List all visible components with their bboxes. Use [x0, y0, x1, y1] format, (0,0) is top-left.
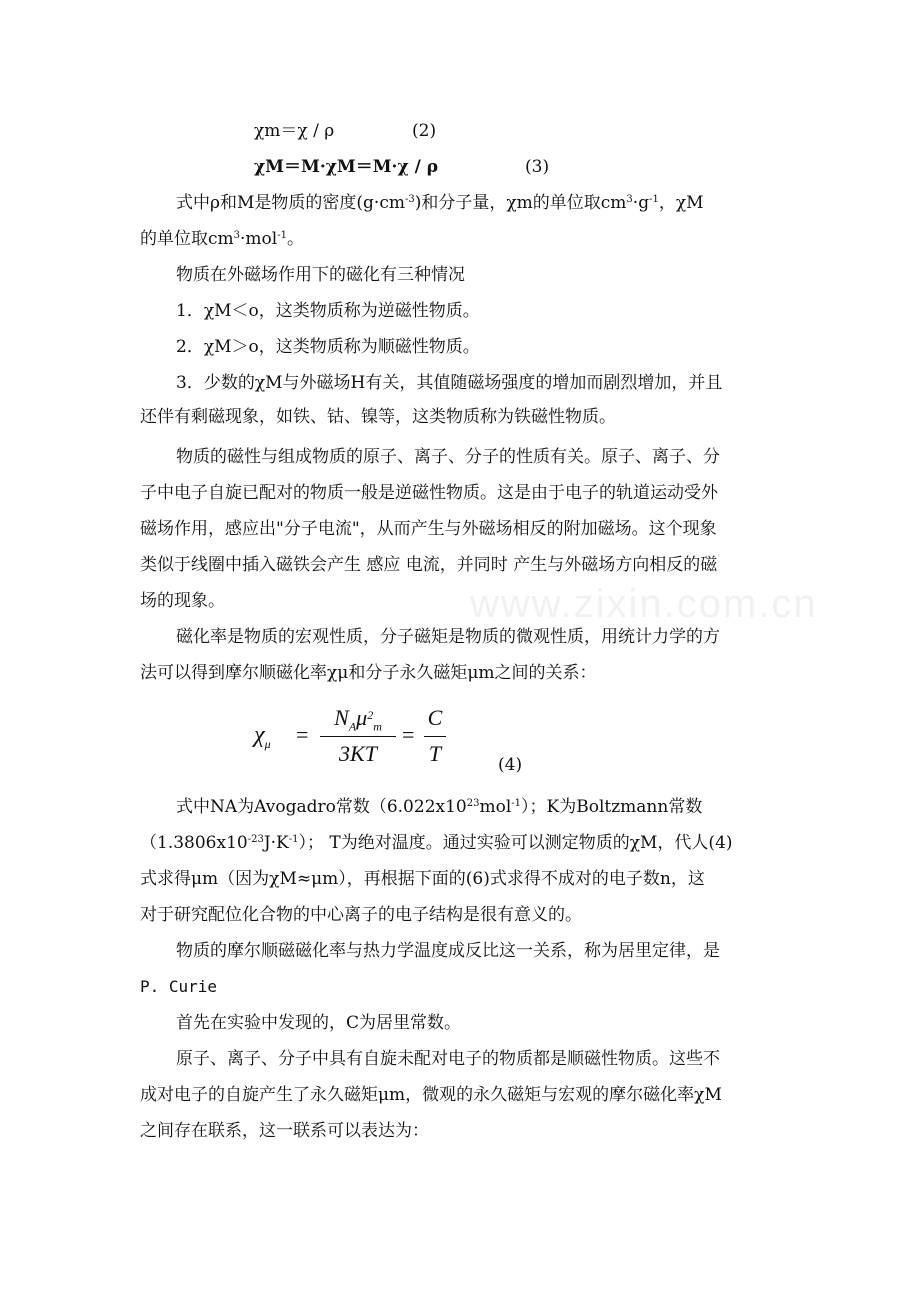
- paragraph-paramagnetic-line-3: 之间存在联系，这一联系可以表达为：: [140, 1121, 429, 1141]
- formula-fraction-bar-2: [424, 736, 446, 737]
- formula-chi: $\chi_\mu$: [254, 722, 271, 751]
- paragraph-three-cases: 物质在外磁场作用下的磁化有三种情况: [176, 265, 465, 285]
- paragraph-curie-line-3: 首先在实验中发现的，C为居里常数。: [176, 1013, 462, 1033]
- paragraph-magnetism-line-1: 物质的磁性与组成物质的原子、离子、分子的性质有关。原子、离子、分: [176, 447, 720, 467]
- case-2: 2．χM＞o，这类物质称为顺磁性物质。: [176, 337, 480, 357]
- paragraph-magnetism-line-4: 类似于线圈中插入磁铁会产生 感应 电流，并同时 产生与外磁场方向相反的磁: [140, 555, 718, 575]
- formula-fraction-2: [422, 702, 448, 769]
- paragraph-constants-line-2: $(1.3806x10^{-23}J\cdot K^{-1})$； T为绝对温度。通过实验可以测定物质的χM，代人(4): [140, 833, 733, 853]
- equation-2-number: (2): [412, 121, 437, 141]
- paragraph-constants-line-3: 式求得μm（因为χM≈μm），再根据下面的(6)式求得不成对的电子数n，这: [140, 869, 705, 889]
- case-3-line-1: 3．少数的χM与外磁场H有关，其值随磁场强度的增加而剧烈增加，并且: [176, 373, 723, 393]
- equation-3-number: (3): [525, 157, 550, 177]
- formula-equals-2: =: [402, 722, 415, 747]
- paragraph-curie-line-2: P. Curie: [140, 977, 218, 996]
- watermark: www.zixin.com.cn: [470, 582, 818, 626]
- equation-4-formula: [254, 702, 454, 772]
- paragraph-susceptibility-line-1: 磁化率是物质的宏观性质，分子磁矩是物质的微观性质，用统计力学的方: [176, 627, 720, 647]
- paragraph-curie-line-1: 物质的摩尔顺磁磁化率与热力学温度成反比这一关系，称为居里定律，是: [176, 941, 720, 961]
- equation-3: χM＝M·χM＝M·χ / ρ: [254, 157, 439, 177]
- paragraph-density-line-1: 式中ρ和M是物质的密度$(g\cdot cm^{-3})$和分子量，χm的单位取$cm^3\cdot g^{-1}$，χM: [176, 193, 704, 213]
- paragraph-magnetism-line-2: 子中电子自旋已配对的物质一般是逆磁性物质。这是由于电子的轨道运动受外: [140, 483, 718, 503]
- formula-t: T: [428, 741, 442, 766]
- formula-denominator: 3KT: [339, 741, 377, 766]
- case-1: 1．χM＜o，这类物质称为逆磁性物质。: [176, 301, 480, 321]
- paragraph-paramagnetic-line-2: 成对电子的自旋产生了永久磁矩μm，微观的永久磁矩与宏观的摩尔磁化率χM: [140, 1085, 722, 1105]
- formula-fraction-1: [318, 702, 398, 769]
- case-3-line-2: 还伴有剩磁现象，如铁、钴、镍等，这类物质称为铁磁性物质。: [140, 407, 616, 427]
- paragraph-magnetism-line-5: 场的现象。: [140, 591, 225, 611]
- paragraph-constants-line-1: 式中NA为Avogadro常数$(6.022x10^{23}mol^{-1})$；K为Boltzmann常数: [176, 797, 703, 817]
- paragraph-paramagnetic-line-1: 原子、离子、分子中具有自旋未配对电子的物质都是顺磁性物质。这些不: [176, 1049, 720, 1069]
- paragraph-constants-line-4: 对于研究配位化合物的中心离子的电子结构是很有意义的。: [140, 905, 582, 925]
- formula-numerator: $N_A\mu^2_m$: [334, 705, 382, 734]
- paragraph-susceptibility-line-2: 法可以得到摩尔顺磁化率χμ和分子永久磁矩μm之间的关系：: [140, 663, 597, 683]
- formula-equals-1: =: [296, 722, 309, 747]
- formula-fraction-bar-1: [320, 736, 396, 737]
- equation-2: χm＝χ / ρ: [254, 121, 335, 141]
- paragraph-magnetism-line-3: 磁场作用，感应出"分子电流"，从而产生与外磁场相反的附加磁场。这个现象: [140, 519, 717, 539]
- equation-4-number: (4): [498, 755, 523, 775]
- formula-c: C: [427, 705, 443, 730]
- paragraph-density-line-2: 的单位取$cm^3\cdot mol^{-1}$。: [140, 229, 304, 249]
